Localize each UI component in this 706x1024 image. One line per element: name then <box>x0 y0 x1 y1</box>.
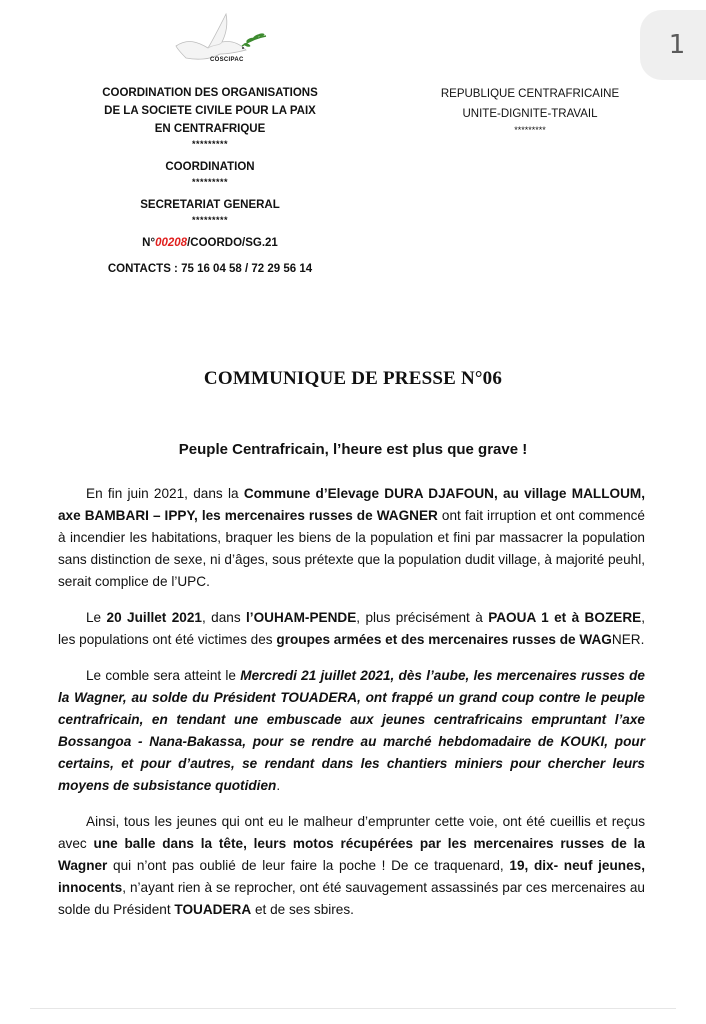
logo-caption: COSCIPAC <box>210 57 244 63</box>
document-title: COMMUNIQUE DE PRESSE N°06 <box>203 368 503 389</box>
organisation-header <box>60 84 360 278</box>
separator-stars: ********* <box>191 177 229 187</box>
paragraph-4: Ainsi, tous les jeunes qui ont eu le malheur d’emprunter cette voie, ont été cueillis et reçus avec une balle dans la tête, leurs motos récupérées par les mercenaires russes de la Wagner qui n’ont pas oublié de leur faire la poche ! De ce traquenard, 19, dix- neuf jeunes, innocents, n’ayant rien à se reprocher, ont été sauvagement assassinés par ces mercenaires au solde du Président TOUADERA et de ses sbires. <box>58 814 645 917</box>
paragraph-1: En fin juin 2021, dans la Commune d’Elevage DURA DJAFOUN, au village MALLOUM, axe BAMBARI – IPPY, les mercenaires russes de WAGNER ont fait irruption et ont commencé à incendier les habitations, braquer les biens de la population et fini par massacrer la population sans distinction de sexe, ni d’âges, sous prétexte que la population dudit village, à majorité peuhl, serait complice de l’UPC. <box>58 486 645 589</box>
secretariat-label: SECRETARIAT GENERAL <box>140 199 280 211</box>
national-motto: UNITE-DIGNITE-TRAVAIL <box>462 108 598 120</box>
org-name-line1: COORDINATION DES ORGANISATIONS <box>102 87 318 99</box>
page-number-badge <box>640 10 706 80</box>
dove-with-branch-icon <box>168 8 268 74</box>
reference-number: N°00208/COORDO/SG.21 <box>142 237 278 249</box>
coordination-label: COORDINATION <box>165 161 255 173</box>
separator-stars: ********* <box>191 215 229 225</box>
republic-header <box>410 84 650 136</box>
page-number: 1 <box>668 30 686 60</box>
contacts-line: CONTACTS : 75 16 04 58 / 72 29 56 14 <box>107 263 313 275</box>
separator-stars: ********* <box>514 125 546 135</box>
paragraph-3: Le comble sera atteint le Mercredi 21 juillet 2021, dès l’aube, les mercenaires russes de la Wagner, au solde du Président TOUADERA, ont frappé un grand coup contre le peuple centrafricain, en tendant une embuscade aux jeunes centrafricains empruntant l’axe Bossangoa - Nana-Bakassa, pour se rendre au marché hebdomadaire de KOUKI, pour certains, et pour d’autres, se rendant dans les chantiers miniers pour chercher leurs moyens de subsistance quotidien. <box>58 668 645 793</box>
separator-stars: ********* <box>191 139 229 149</box>
org-name-line2: DE LA SOCIETE CIVILE POUR LA PAIX <box>104 105 316 117</box>
page-bottom-divider <box>30 1008 676 1009</box>
org-name-line3: EN CENTRAFRIQUE <box>154 123 266 135</box>
reference-number-handwritten: 00208 <box>155 237 188 249</box>
country-name: REPUBLIQUE CENTRAFRICAINE <box>440 88 620 100</box>
paragraph-2: Le 20 Juillet 2021, dans l’OUHAM-PENDE, plus précisément à PAOUA 1 et à BOZERE, les populations ont été victimes des groupes armées et des mercenaires russes de WAGNER. <box>58 610 645 647</box>
document-subtitle: Peuple Centrafricain, l’heure est plus que grave ! <box>178 441 528 458</box>
document-body <box>58 483 645 935</box>
